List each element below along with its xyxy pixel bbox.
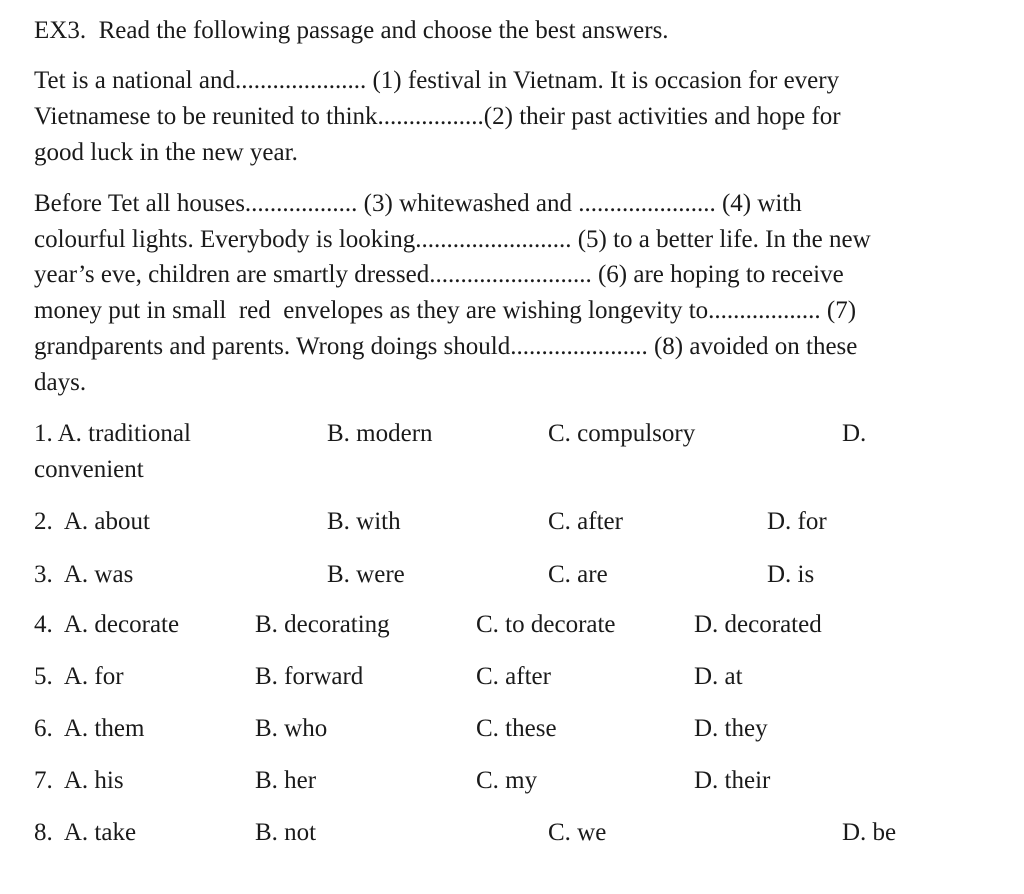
option-c[interactable]: C. compulsory <box>548 420 696 447</box>
option-d[interactable]: D. is <box>767 561 815 588</box>
option-b[interactable]: B. not <box>255 819 317 846</box>
option-b[interactable]: B. her <box>255 767 317 794</box>
passage-line: days. <box>34 369 87 396</box>
passage-line: Vietnamese to be reunited to think.................(2) their past activities and hope for <box>34 103 841 130</box>
option-b[interactable]: B. forward <box>255 663 364 690</box>
option-c[interactable]: C. after <box>548 508 623 535</box>
option-b[interactable]: B. decorating <box>255 611 390 638</box>
passage-line: Tet is a national and..................... (1) festival in Vietnam. It is occasion for every <box>34 67 840 94</box>
option-c[interactable]: C. these <box>476 715 557 742</box>
option-d[interactable]: D. at <box>694 663 743 690</box>
option-a[interactable]: 4. A. decorate <box>34 611 180 638</box>
passage-line: good luck in the new year. <box>34 139 298 166</box>
option-a[interactable]: 2. A. about <box>34 508 150 535</box>
passage-line: year’s eve, children are smartly dressed.......................... (6) are hoping to receive <box>34 261 844 288</box>
option-b[interactable]: B. with <box>327 508 401 535</box>
passage-line: grandparents and parents. Wrong doings should...................... (8) avoided on these <box>34 333 858 360</box>
passage-line: Before Tet all houses.................. (3) whitewashed and ...................... (4) with <box>34 190 802 217</box>
option-a[interactable]: 1. A. traditional <box>34 420 191 447</box>
option-c[interactable]: C. to decorate <box>476 611 616 638</box>
option-a[interactable]: 3. A. was <box>34 561 134 588</box>
option-a[interactable]: 5. A. for <box>34 663 124 690</box>
option-d-wrapped-text[interactable]: convenient <box>34 456 144 483</box>
option-c[interactable]: C. we <box>548 819 607 846</box>
option-d[interactable]: D. they <box>694 715 768 742</box>
option-c[interactable]: C. after <box>476 663 551 690</box>
option-d[interactable]: D. decorated <box>694 611 822 638</box>
option-d[interactable]: D. their <box>694 767 771 794</box>
option-d[interactable]: D. be <box>842 819 897 846</box>
option-b[interactable]: B. were <box>327 561 405 588</box>
option-d[interactable]: D. for <box>767 508 827 535</box>
option-b[interactable]: B. modern <box>327 420 433 447</box>
option-a[interactable]: 7. A. his <box>34 767 124 794</box>
passage-line: money put in small red envelopes as they are wishing longevity to.................. (7) <box>34 297 857 324</box>
option-a[interactable]: 6. A. them <box>34 715 145 742</box>
option-c[interactable]: C. are <box>548 561 608 588</box>
option-c[interactable]: C. my <box>476 767 538 794</box>
passage-line: colourful lights. Everybody is looking......................... (5) to a better life. In the new <box>34 226 871 253</box>
option-a[interactable]: 8. A. take <box>34 819 137 846</box>
exercise-title: EX3. Read the following passage and choose the best answers. <box>34 17 669 44</box>
option-d[interactable]: D. <box>842 420 867 447</box>
option-b[interactable]: B. who <box>255 715 328 742</box>
